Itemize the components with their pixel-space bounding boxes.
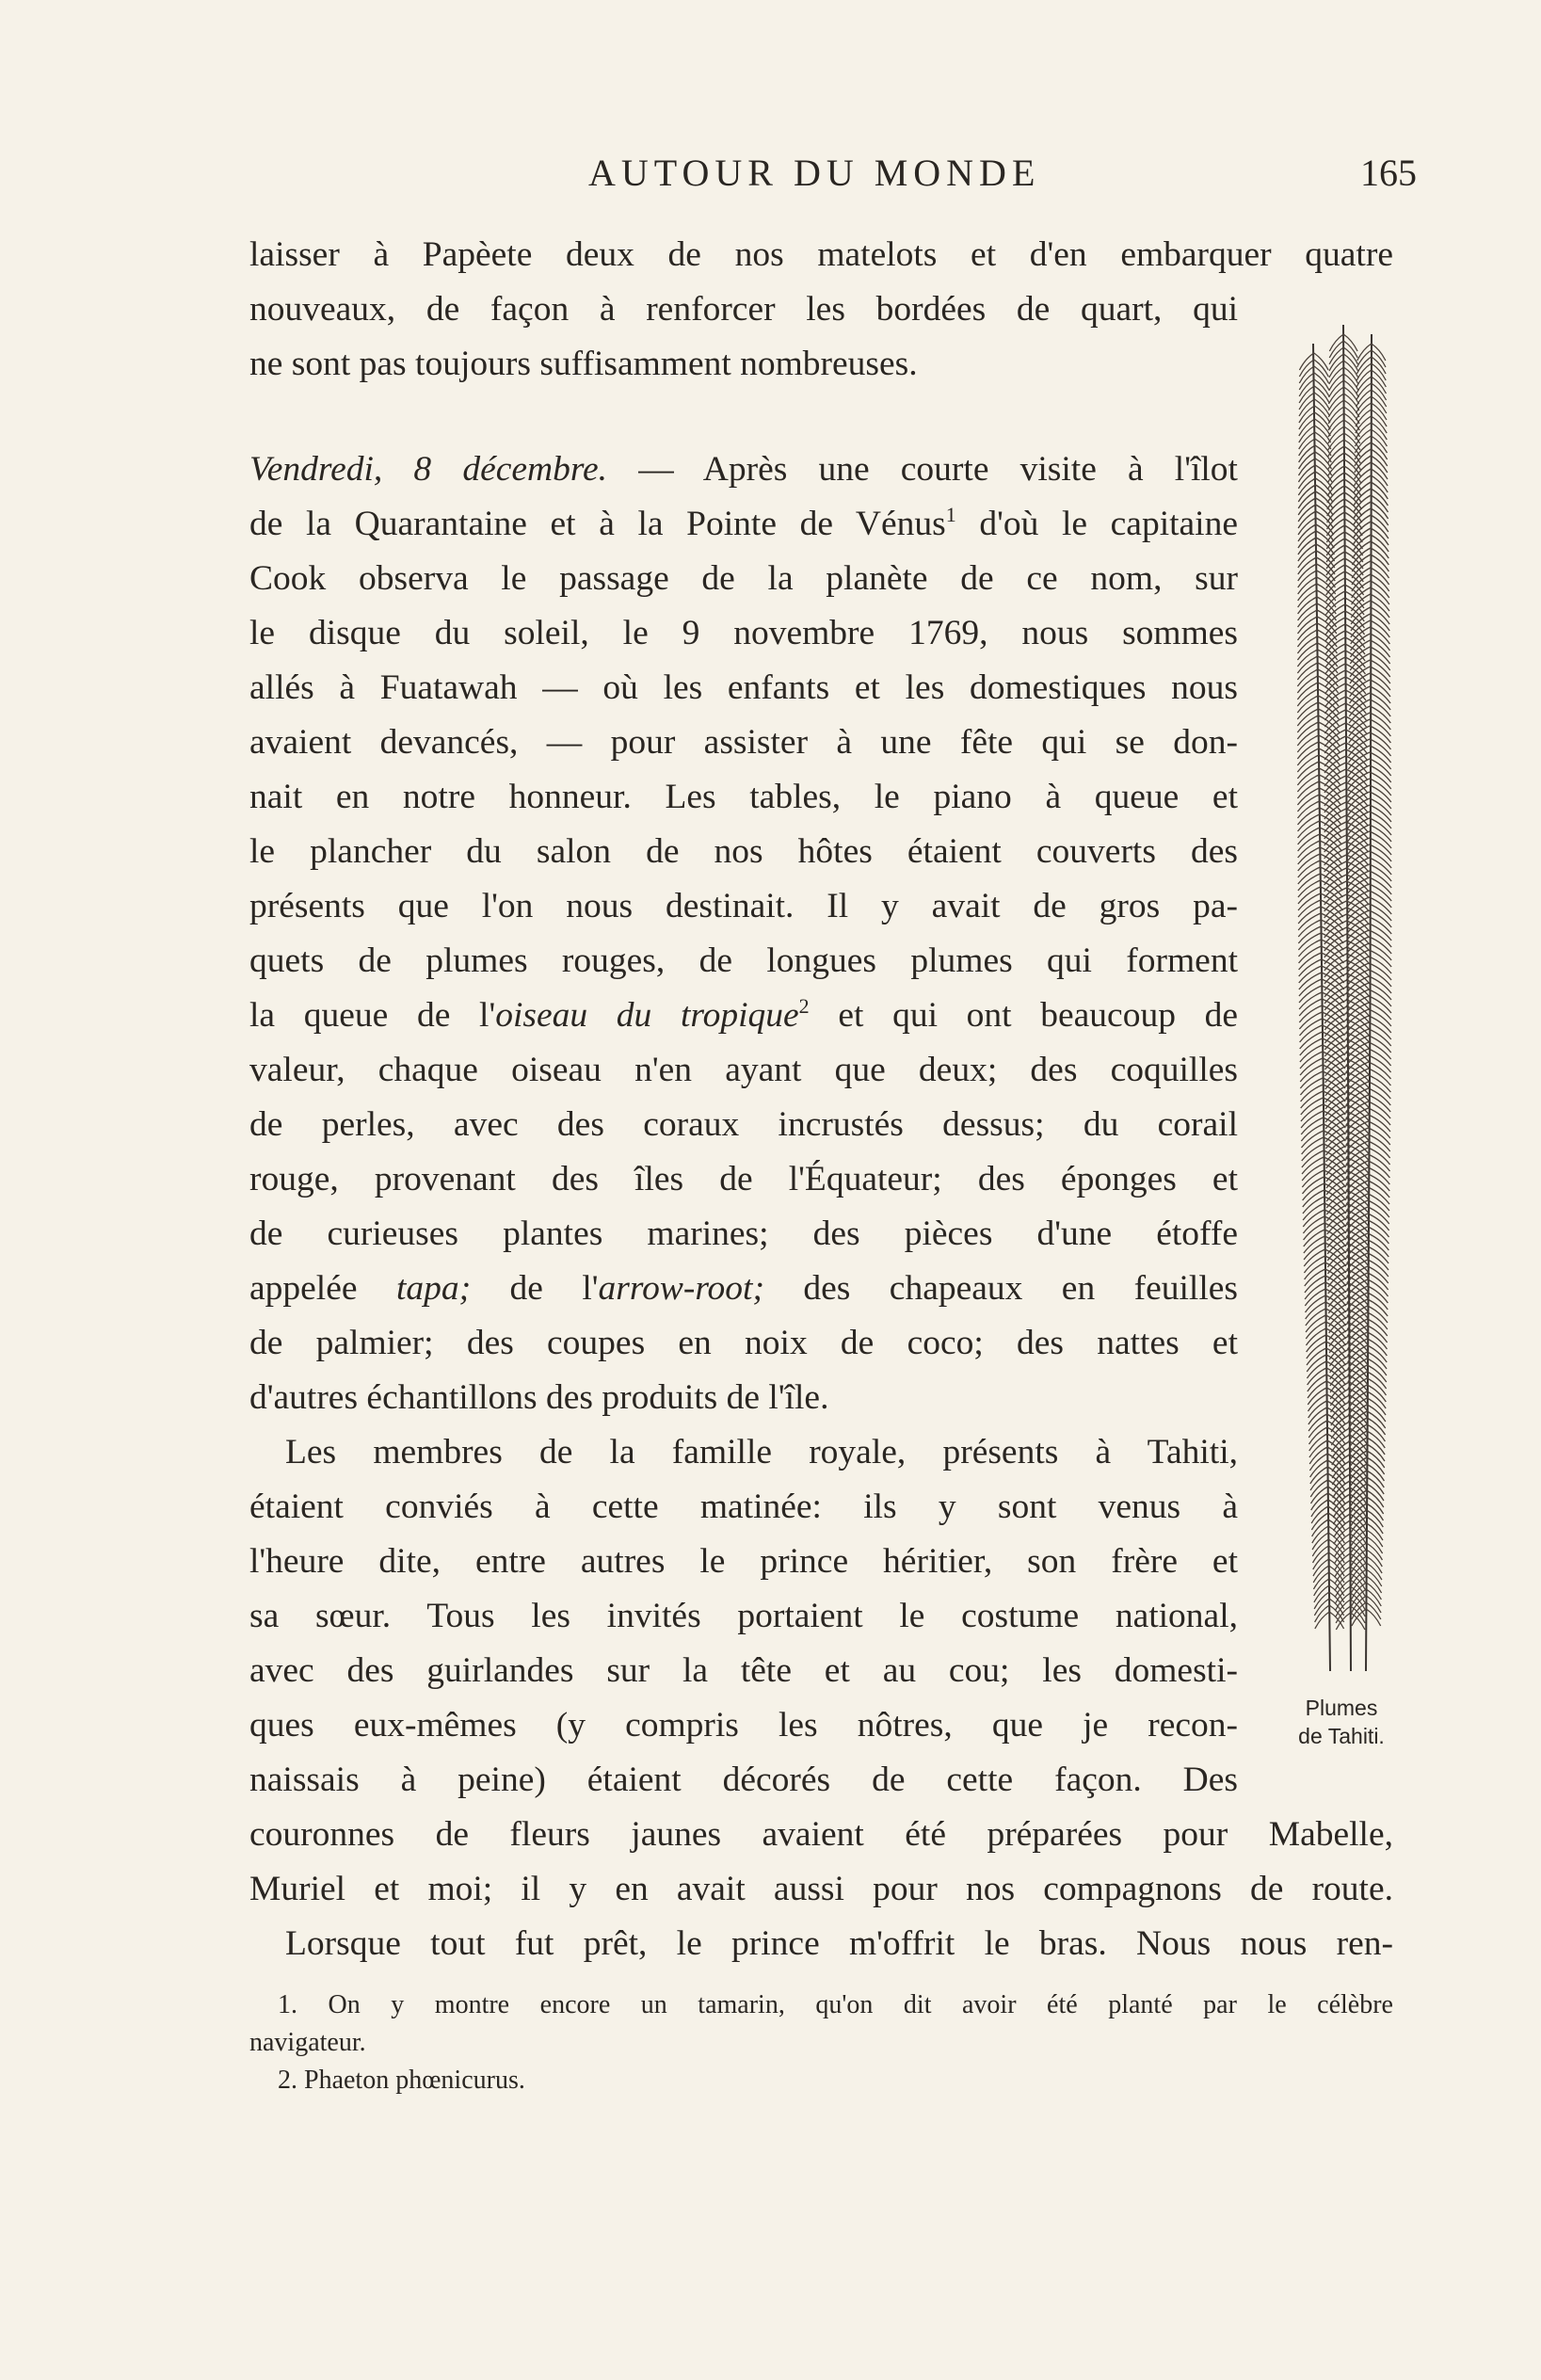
text-line: Lorsque tout fut prêt, le prince m'offrit le bras. Nous nous ren-: [285, 1924, 1393, 1963]
text-line: quets de plumes rouges, de longues plumes qui forment: [249, 941, 1238, 980]
text-line: de la Quarantaine et à la Pointe de Vénus$^1$ d'où le capitaine: [249, 503, 1238, 543]
text-line: appelée tapa; de l'arrow-root; des chapeaux en feuilles: [249, 1269, 1239, 1308]
text-line: le disque du soleil, le 9 novembre 1769, nous sommes: [249, 614, 1238, 652]
page-number: 165: [1360, 152, 1417, 194]
footnote-ref-2[interactable]: 2: [798, 994, 810, 1018]
text-line: de curieuses plantes marines; des pièces d'une étoffe: [249, 1214, 1238, 1253]
text-line: couronnes de fleurs jaunes avaient été préparées pour Mabelle,: [249, 1815, 1393, 1854]
text-line: rouge, provenant des îles de l'Équateur; des éponges et: [249, 1160, 1238, 1198]
body-text: [249, 228, 1393, 1971]
running-title: AUTOUR DU MONDE: [588, 152, 1041, 194]
text-line: allés à Fuatawah — où les enfants et les domestiques nous: [249, 668, 1238, 707]
text-line: avaient devancés, — pour assister à une fête qui se don-: [249, 723, 1238, 762]
text-line: Les membres de la famille royale, présents à Tahiti,: [285, 1433, 1238, 1471]
footnote-ref-1[interactable]: 1: [945, 503, 956, 526]
feather-illustration: [1285, 297, 1417, 1680]
date-heading: Vendredi, 8 décembre.: [249, 450, 608, 489]
text-line: étaient conviés à cette matinée: ils y sont venus à: [249, 1488, 1238, 1526]
text-line: nouveaux, de façon à renforcer les bordées de quart, qui: [249, 290, 1238, 329]
text-line: Vendredi, 8 décembre. — Après une courte visite à l'îlot: [249, 450, 1238, 489]
text-line: avec des guirlandes sur la tête et au cou; les domesti-: [249, 1651, 1238, 1690]
caption-line: Plumes: [1305, 1696, 1378, 1720]
text-line: de perles, avec des coraux incrustés dessus; du corail: [249, 1105, 1238, 1144]
text-line: le plancher du salon de nos hôtes étaient couverts des: [249, 832, 1238, 871]
footnote-1-cont: navigateur.: [249, 2028, 366, 2057]
figure-caption: [1257, 1694, 1426, 1750]
text-line: nait en notre honneur. Les tables, le piano à queue et: [249, 778, 1238, 816]
text-line: Cook observa le passage de la planète de ce nom, sur: [249, 559, 1238, 598]
running-head: [249, 151, 1417, 198]
text-line: sa sœur. Tous les invités portaient le costume national,: [249, 1597, 1238, 1635]
footnote-1: 1. On y montre encore un tamarin, qu'on dit avoir été planté par le célèbre: [278, 1990, 1393, 2019]
text-line: ques eux-mêmes (y compris les nôtres, que je recon-: [249, 1706, 1238, 1745]
footnotes: [249, 1986, 1393, 2099]
caption-line: de Tahiti.: [1298, 1724, 1385, 1748]
text-line: Muriel et moi; il y en avait aussi pour nos compagnons de route.: [249, 1870, 1393, 1908]
text-line: la queue de l'oiseau du tropique$^2$ et qui ont beaucoup de: [249, 994, 1239, 1035]
footnote-2: 2. Phaeton phœnicurus.: [278, 2066, 525, 2095]
text-line: ne sont pas toujours suffisamment nombreuses.: [249, 345, 918, 383]
text-line: d'autres échantillons des produits de l'île.: [249, 1378, 829, 1417]
text-line: présents que l'on nous destinait. Il y avait de gros pa-: [249, 887, 1238, 925]
text-line: naissais à peine) étaient décorés de cette façon. Des: [249, 1761, 1238, 1799]
feathers-figure: [1257, 297, 1426, 1765]
text-line: de palmier; des coupes en noix de coco; des nattes et: [249, 1324, 1238, 1362]
text-line: laisser à Papèete deux de nos matelots et d'en embarquer quatre: [249, 235, 1393, 274]
text-line: l'heure dite, entre autres le prince héritier, son frère et: [249, 1542, 1238, 1581]
text-line: valeur, chaque oiseau n'en ayant que deux; des coquilles: [249, 1051, 1238, 1089]
